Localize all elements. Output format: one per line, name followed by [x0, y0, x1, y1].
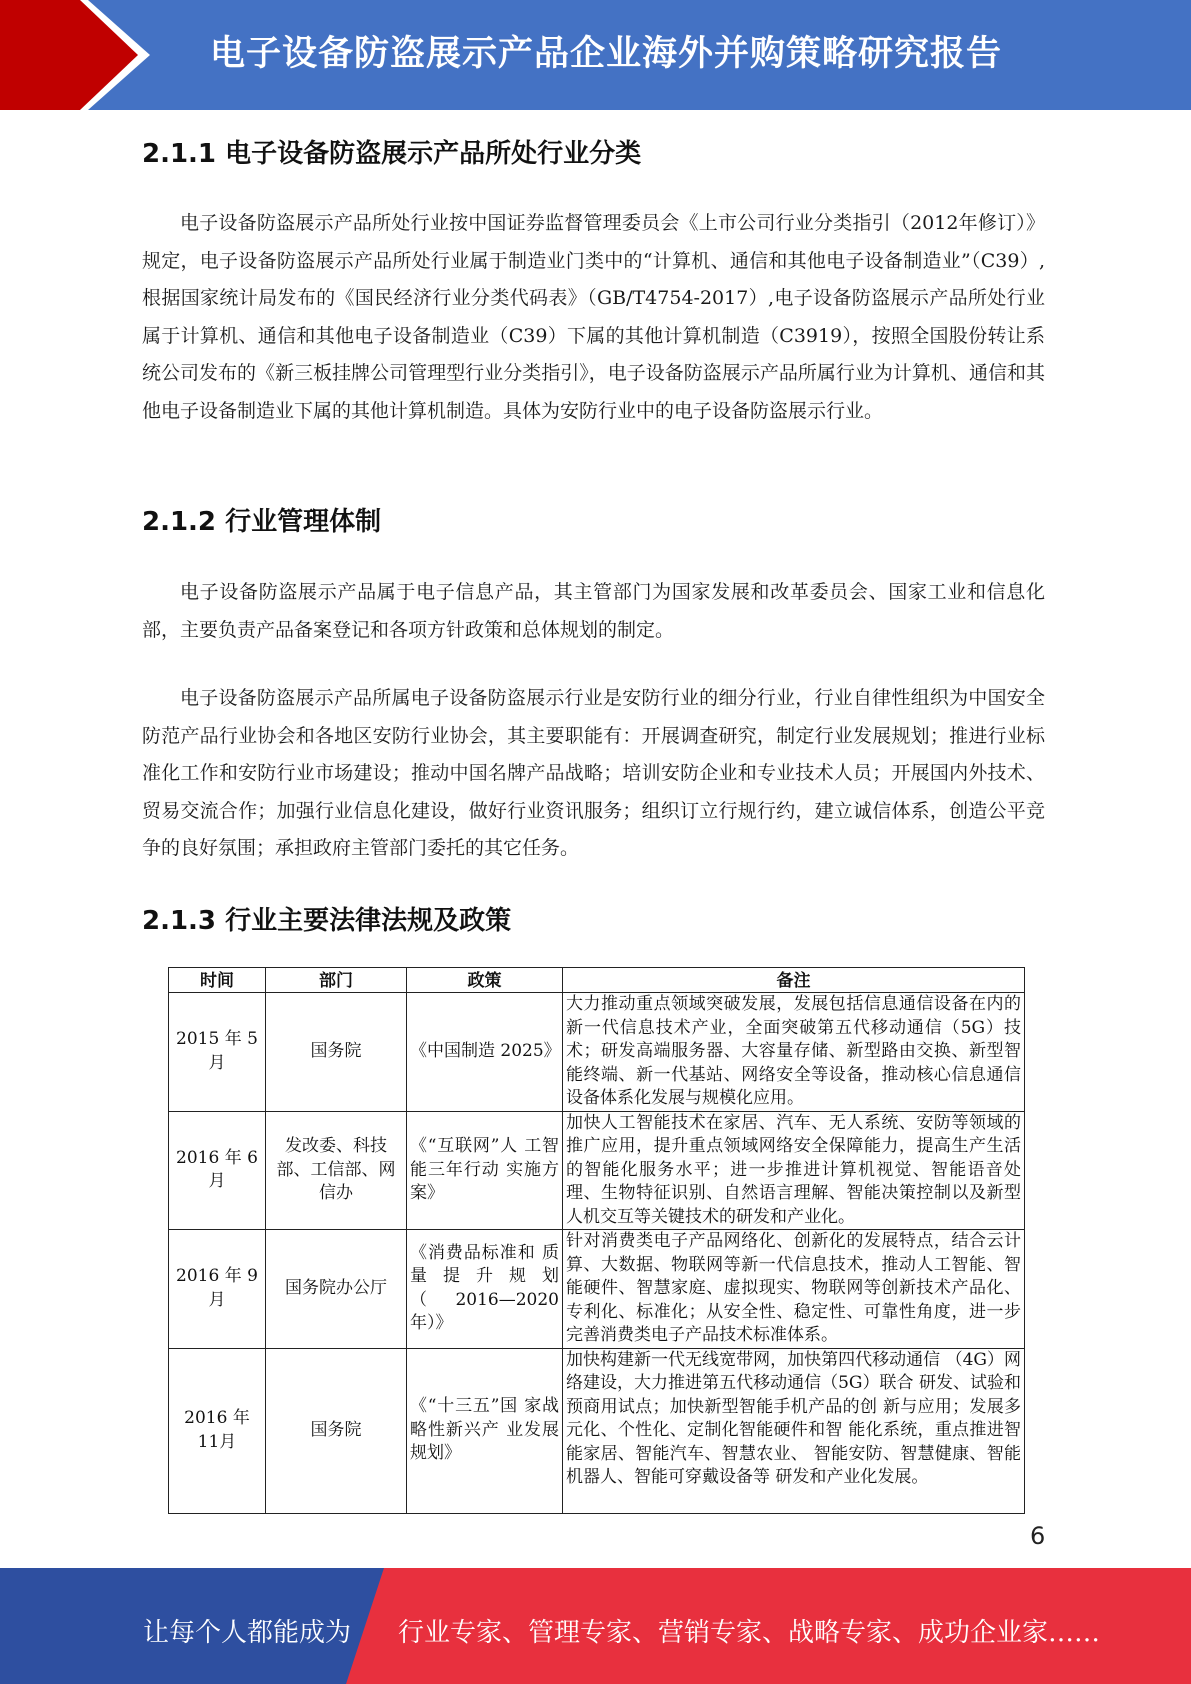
cell-policy: 《“十三五”国 家战略性新兴产 业发展规划》 [407, 1348, 563, 1513]
cell-note: 大力推动重点领域突破发展，发展包括信息通信设备在内的新一代信息技术产业，全面突破第五代移动通信（5G）技术；研发高端服务器、大容量存储、新型路由交换、新型智能终端、新一代基站、网络安全等设备，推动核心信息通信设备体系化发展与规模化应用。 [563, 993, 1025, 1112]
section-heading-management-system: 2.1.2 行业管理体制 [142, 507, 382, 537]
cell-time: 2016 年 9月 [169, 1230, 266, 1349]
table-row [169, 1230, 1025, 1349]
cell-note: 加快人工智能技术在家居、汽车、无人系统、安防等领域的推广应用，提升重点领域网络安全保障能力，提高生产生活的智能化服务水平；进一步推进计算机视觉、智能语音处理、生物特征识别、自然语言理解、智能决策控制以及新型人机交互等关键技术的研发和产业化。 [563, 1111, 1025, 1230]
cell-time: 2016 年 11月 [169, 1348, 266, 1513]
table-row [169, 993, 1025, 1112]
cell-department: 国务院 [266, 1348, 407, 1513]
cell-policy: 《消费品标准和 质量提升规划 （2016—2020 年）》 [407, 1230, 563, 1349]
cell-note: 加快构建新一代无线宽带网，加快第四代移动通信 （4G）网络建设，大力推进第五代移动通信（5G）联合 研发、试验和预商用试点；加快新型智能手机产品的创 新与应用；发展多元化、个性化、定制化智能硬件和智 能化系统，重点推进智能家居、智能汽车、智慧农业、 智能安防、智慧健康、智能机器人、智能可穿戴设备等 研发和产业化发展。 [563, 1348, 1025, 1513]
footer-slogan-left: 让每个人都能成为 [143, 1618, 352, 1648]
column-header-department: 部门 [266, 968, 407, 993]
column-header-note: 备注 [563, 968, 1025, 993]
paragraph-self-regulatory-organization: 电子设备防盗展示产品所属电子设备防盗展示行业是安防行业的细分行业，行业自律性组织为中国安全防范产品行业协会和各地区安防行业协会，其主要职能有：开展调查研究，制定行业发展规划；推进行业标准化工作和安防行业市场建设；推动中国名牌产品战略；培训安防企业和专业技术人员；开展国内外技术、贸易交流合作；加强行业信息化建设，做好行业资讯服务；组织订立行规行约，建立诚信体系，创造公平竞争的良好氛围；承担政府主管部门委托的其它任务。 [142, 687, 1045, 859]
cell-note: 针对消费类电子产品网络化、创新化的发展特点，结合云计算、大数据、物联网等新一代信息技术，推动人工智能、智能硬件、智慧家庭、虚拟现实、物联网等创新技术产品化、专利化、标准化；从安全性、稳定性、可靠性角度，进一步完善消费类电子产品技术标准体系。 [563, 1230, 1025, 1349]
cell-policy: 《中国制造 2025》 [407, 993, 563, 1112]
table-header-row [169, 968, 1025, 993]
column-header-time: 时间 [169, 968, 266, 993]
column-header-policy: 政策 [407, 968, 563, 993]
footer-slogan-right: 行业专家、管理专家、营销专家、战略专家、成功企业家…… [398, 1618, 1101, 1648]
header-title: 电子设备防盗展示产品企业海外并购策略研究报告 [210, 34, 1003, 74]
page-header [0, 0, 1191, 110]
table-row [169, 1111, 1025, 1230]
section-heading-industry-classification: 2.1.1 电子设备防盗展示产品所处行业分类 [142, 139, 642, 169]
cell-department: 发改委、科技部、工信部、网信办 [266, 1111, 407, 1230]
cell-department: 国务院办公厅 [266, 1230, 407, 1349]
table-row [169, 1348, 1025, 1513]
page-footer [0, 1568, 1191, 1684]
paragraph-competent-department: 电子设备防盗展示产品属于电子信息产品，其主管部门为国家发展和改革委员会、国家工业和信息化部，主要负责产品备案登记和各项方针政策和总体规划的制定。 [142, 581, 1045, 641]
section-heading-laws-policies: 2.1.3 行业主要法律法规及政策 [142, 906, 512, 936]
cell-department: 国务院 [266, 993, 407, 1112]
page-number: 6 [1030, 1522, 1046, 1550]
cell-time: 2016 年 6月 [169, 1111, 266, 1230]
cell-policy: 《“互联网”人 工智能三年行动 实施方案》 [407, 1111, 563, 1230]
cell-time: 2015 年 5月 [169, 993, 266, 1112]
policy-table [168, 967, 1025, 1514]
paragraph-industry-classification: 电子设备防盗展示产品所处行业按中国证券监督管理委员会《上市公司行业分类指引（2012年修订）》规定，电子设备防盗展示产品所处行业属于制造业门类中的“计算机、通信和其他电子设备制造业”（C39）,根据国家统计局发布的《国民经济行业分类代码表》（GB/T4754-2017）,电子设备防盗展示产品所处行业属于计算机、通信和其他电子设备制造业（C39）下属的其他计算机制造（C3919），按照全国股份转让系统公司发布的《新三板挂牌公司管理型行业分类指引》，电子设备防盗展示产品所属行业为计算机、通信和其他电子设备制造业下属的其他计算机制造。具体为安防行业中的电子设备防盗展示行业。 [142, 212, 1045, 422]
